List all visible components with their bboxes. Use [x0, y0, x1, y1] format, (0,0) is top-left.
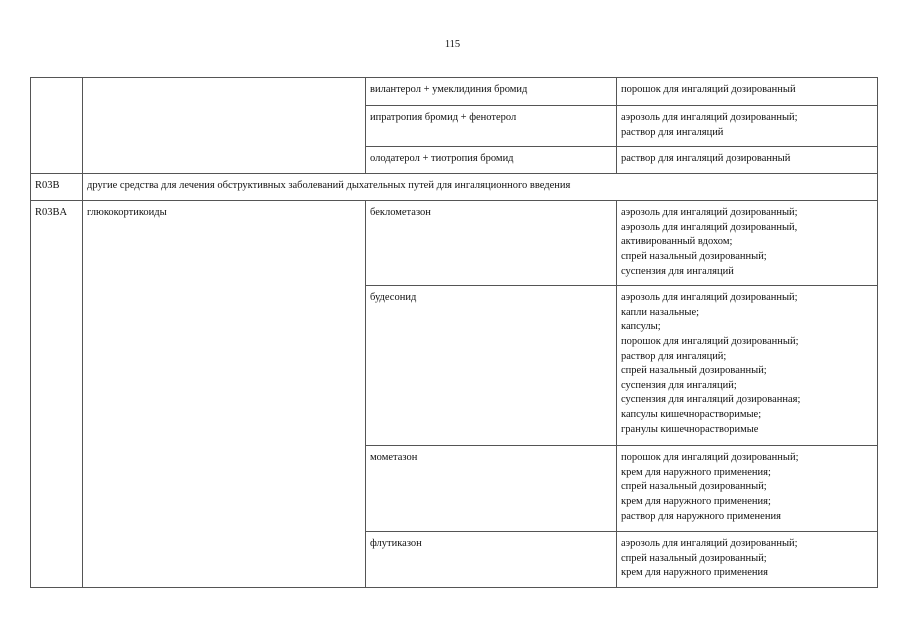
dosage-forms-cell: аэрозоль для ингаляций дозированный; спрей назальный дозированный; крем для наружного применения [617, 532, 878, 588]
atc-code-cell: R03BA [31, 201, 83, 588]
section-name-cell: другие средства для лечения обструктивных заболеваний дыхательных путей для ингаляционного введения [83, 174, 878, 201]
drug-name-cell: мометазон [366, 446, 617, 532]
drug-name-cell: ипратропия бромид + фенотерол [366, 106, 617, 147]
dosage-forms-cell: порошок для ингаляций дозированный [617, 78, 878, 106]
group-name-cell [83, 78, 366, 174]
table-row [31, 78, 878, 106]
dosage-forms-cell: аэрозоль для ингаляций дозированный; аэрозоль для ингаляций дозированный, активированный вдохом; спрей назальный дозированный; суспензия для ингаляций [617, 201, 878, 286]
page-number: 115 [444, 39, 461, 50]
table-row [31, 201, 878, 286]
dosage-forms-cell: раствор для ингаляций дозированный [617, 147, 878, 174]
drug-name-cell: вилантерол + умеклидиния бромид [366, 78, 617, 106]
dosage-forms-cell: порошок для ингаляций дозированный; крем для наружного применения; спрей назальный дозированный; крем для наружного применения; раствор для наружного применения [617, 446, 878, 532]
section-row [31, 174, 878, 201]
dosage-forms-cell: аэрозоль для ингаляций дозированный; капли назальные; капсулы; порошок для ингаляций дозированный; раствор для ингаляций; спрей назальный дозированный; суспензия для ингаляций; суспензия для ингаляций дозированная; капсулы кишечнорастворимые; гранулы кишечнорастворимые [617, 286, 878, 446]
atc-code-cell [31, 78, 83, 174]
medication-table [30, 77, 878, 588]
drug-name-cell: будесонид [366, 286, 617, 446]
drug-name-cell: флутиказон [366, 532, 617, 588]
drug-name-cell: олодатерол + тиотропия бромид [366, 147, 617, 174]
atc-code-cell: R03B [31, 174, 83, 201]
group-name-cell: глюкокортикоиды [83, 201, 366, 588]
drug-name-cell: беклометазон [366, 201, 617, 286]
dosage-forms-cell: аэрозоль для ингаляций дозированный; раствор для ингаляций [617, 106, 878, 147]
